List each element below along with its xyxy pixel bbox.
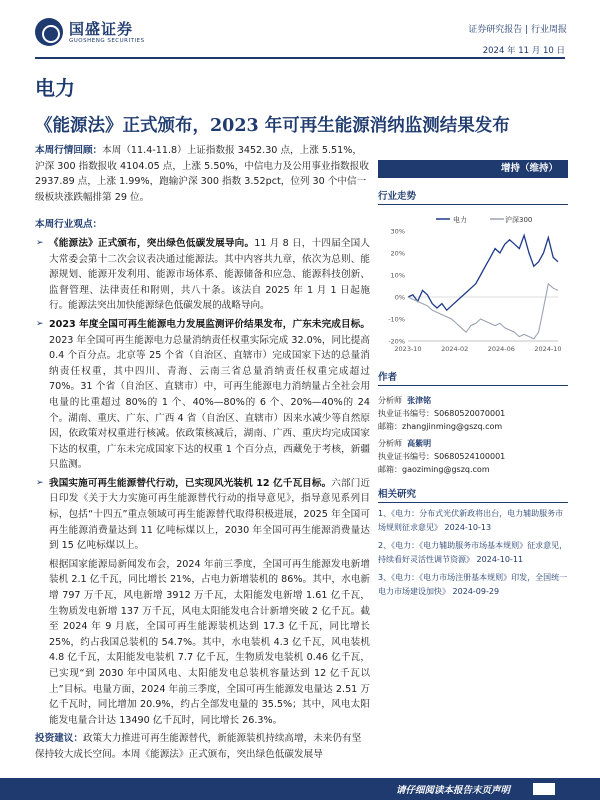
- legend-power: 电力: [453, 216, 467, 224]
- related-item-text: 2、《电力：《电力辅助服务市场基本规则》征求意见，持续看好灵活性调节资源》: [378, 541, 568, 564]
- author-cert: 执业证书编号：S0680524100001: [378, 452, 506, 461]
- logo-cn: 国盛证券: [69, 19, 134, 38]
- y-tick-label: 30%: [390, 227, 405, 236]
- x-tick-label: 2023-10: [394, 345, 422, 353]
- trend-chart: [378, 209, 568, 359]
- bullet-heading: 2023 年度全国可再生能源电力发展监测评价结果发布，广东未完成目标。: [49, 318, 370, 330]
- related-item-date: 2024-09-29: [452, 587, 500, 596]
- footer-disclaimer: 请仔细阅读本报告末页声明: [395, 785, 510, 796]
- related-item[interactable]: [378, 571, 568, 599]
- investment-text: 政策大力推进可再生能源替代，新能源装机持续高增，未来仍有坚保持较大成长空间。本周《能源法》正式颁布，突出绿色低碳发展导: [35, 733, 362, 760]
- report-title: 《能源法》正式颁布，2023 年可再生能源消纳监测结果发布: [35, 116, 510, 136]
- viewpoint-bullet: [35, 476, 370, 554]
- header-divider: [35, 57, 565, 59]
- authors-list: [378, 394, 568, 476]
- related-heading: 相关研究: [378, 486, 568, 503]
- bullet-text: 11 月 8 日，十四届全国人大常委会第十二次会议表决通过能源法。其中内容共九章，依次为总则、能源规划、能源开发利用、能源市场体系、能源储备和应急、能源科技创新、监督管理、法律责任和附则，共八十条。该法自 2025 年 1 月 1 日起施行。能源法突出加快能源绿色低碳发展的战略导向。: [49, 237, 371, 312]
- x-tick-label: 2024-02: [441, 345, 469, 353]
- related-item-date: 2024-10-11: [476, 555, 524, 564]
- y-tick-label: 0%: [394, 293, 405, 302]
- investment-advice: [35, 731, 370, 762]
- y-tick-label: -20%: [388, 337, 405, 346]
- viewpoint-heading: 本周行业观点：: [35, 219, 103, 231]
- logo-en: GUOSHENG SECURITIES: [69, 37, 145, 44]
- related-item[interactable]: [378, 507, 568, 535]
- related-item-date: 2024-10-13: [444, 523, 492, 532]
- weekly-review-text: 本周（11.4-11.8）上证指数报 3452.30 点，上涨 5.51%，沪深 300 指数报收 4104.05 点，上涨 5.50%，中信电力及公用事业指数报收 2937.89 点，上涨 1.99%，跑输沪深 300 指数 3.52pct，位列 30 个中信一级板块涨跌幅排第 29 位。: [35, 145, 369, 203]
- sidebar: [378, 160, 568, 599]
- footer-bar: [0, 778, 600, 800]
- y-tick-label: 20%: [390, 249, 405, 258]
- related-item[interactable]: [378, 539, 568, 567]
- authors-heading: 作者: [378, 369, 568, 386]
- bullet-text: 六部门近日印发《关于大力实施可再生能源替代行动的指导意见》，指导意见系列目标，包括“十四五”重点领域可再生能源替代取得积极进展，2025 年全国可再生能源消费量达到 11 亿吨标煤以上，2030 年全国可再生能源消费量达到 15 亿吨标煤以上。: [49, 477, 371, 552]
- author-entry: [378, 437, 568, 476]
- footer-mark-icon: [533, 783, 555, 795]
- author-name: 张津铭: [407, 396, 432, 405]
- capacity-paragraph: 根据国家能源局新闻发布会，2024 年前三季度，全国可再生能源发电新增装机 2.1 亿千瓦，同比增长 21%，占电力新增装机的 86%。其中，水电新增 797 万千瓦，风电新增 3912 万千瓦，太阳能发电新增 1.61 亿千瓦，生物质发电新增 137 万千瓦，风电太阳能发电合计新增突破 2 亿千瓦。截至 2024 年 9 月底，全国可再生能源装机达到 17.3 亿千瓦，同比增长 25%，约占我国总装机的 54.7%。其中，水电装机 4.3 亿千瓦，风电装机 4.8 亿千瓦，太阳能发电装机 7.7 亿千瓦，生物质发电装机 0.46 亿千瓦，已实现“到 2030 年中国风电、太阳能发电总装机容量达到 12 亿千瓦以上”目标。电量方面，2024 年前三季度，全国可再生能源发电量达 2.51 万亿千瓦时，同比增加 20.9%，约占全部发电量的 35.5%；其中，风电太阳能发电量合计达 13490 亿千瓦时，同比增长 26.3%。: [49, 558, 370, 726]
- trend-heading: 行业走势: [378, 188, 568, 205]
- author-email: 邮箱：zhangjinming@gszq.com: [378, 422, 503, 431]
- author-name: 高紫明: [407, 439, 432, 448]
- author-entry: [378, 394, 568, 433]
- main-content: [35, 143, 370, 763]
- bullet-heading: 《能源法》正式颁布，突出绿色低碳发展导向。: [49, 237, 255, 249]
- author-role: 分析师: [378, 396, 402, 405]
- legend-hs300: 沪深300: [505, 216, 533, 224]
- investment-label: 投资建议：: [35, 733, 83, 745]
- y-tick-label: -10%: [388, 315, 405, 324]
- series-line-hs300: [408, 284, 558, 339]
- related-item-text: 1、《电力：分布式光伏新政将出台，电力辅助服务市场规则征求意见》: [378, 509, 564, 532]
- viewpoint-bullet: [35, 317, 370, 473]
- logo-mark-icon: [35, 18, 63, 46]
- sector-title: 电力: [35, 76, 75, 100]
- weekly-review: [35, 143, 370, 205]
- author-role: 分析师: [378, 439, 402, 448]
- x-tick-label: 2024-06: [487, 345, 515, 353]
- report-date: 2024 年 11 月 10 日: [482, 46, 565, 56]
- y-tick-label: 10%: [390, 271, 405, 280]
- report-type: 证券研究报告 | 行业周报: [468, 25, 567, 35]
- rating-badge: 增持（维持）: [378, 160, 568, 178]
- weekly-review-label: 本周行情回顾：: [35, 145, 103, 156]
- x-tick-label: 2024-10: [534, 345, 562, 353]
- company-logo: [35, 16, 165, 48]
- related-list: [378, 507, 568, 599]
- bullet-heading: 我国实施可再生能源替代行动，已实现风光装机 12 亿千瓦目标。: [49, 477, 332, 489]
- trend-chart-svg: [378, 209, 568, 359]
- author-cert: 执业证书编号：S0680520070001: [378, 409, 506, 418]
- author-email: 邮箱：gaoziming@gszq.com: [378, 465, 490, 474]
- series-line-power: [408, 235, 558, 310]
- viewpoint-bullet: [35, 236, 370, 314]
- related-item-text: 3、《电力：《电力市场注册基本规则》印发，全国统一电力市场建设加快》: [378, 573, 568, 596]
- bullet-text: 2023 年全国可再生能源电力总量消纳责任权重实际完成 32.0%，同比提高 0.4 个百分点。北京等 25 个省（自治区、直辖市）完成国家下达的总量消纳责任权重，其中四川、青海、云南三省总量消纳责任权重完成超过 70%。31 个省（自治区、直辖市）中，可再生能源电力消纳量占全社会用电量的比重超过 80%的 1 个、40%—80%的 6 个、20%—40%的 24 个。湖南、重庆、广东、广西 4 省（自治区、直辖市）因来水减少等自然原因，依政策对权重进行核减。依政策核减后，湖南、广西、重庆均完成国家下达的权重，广东未完成国家下达的权重 1 个百分点，西藏免于考核，新疆只监测。: [49, 334, 370, 471]
